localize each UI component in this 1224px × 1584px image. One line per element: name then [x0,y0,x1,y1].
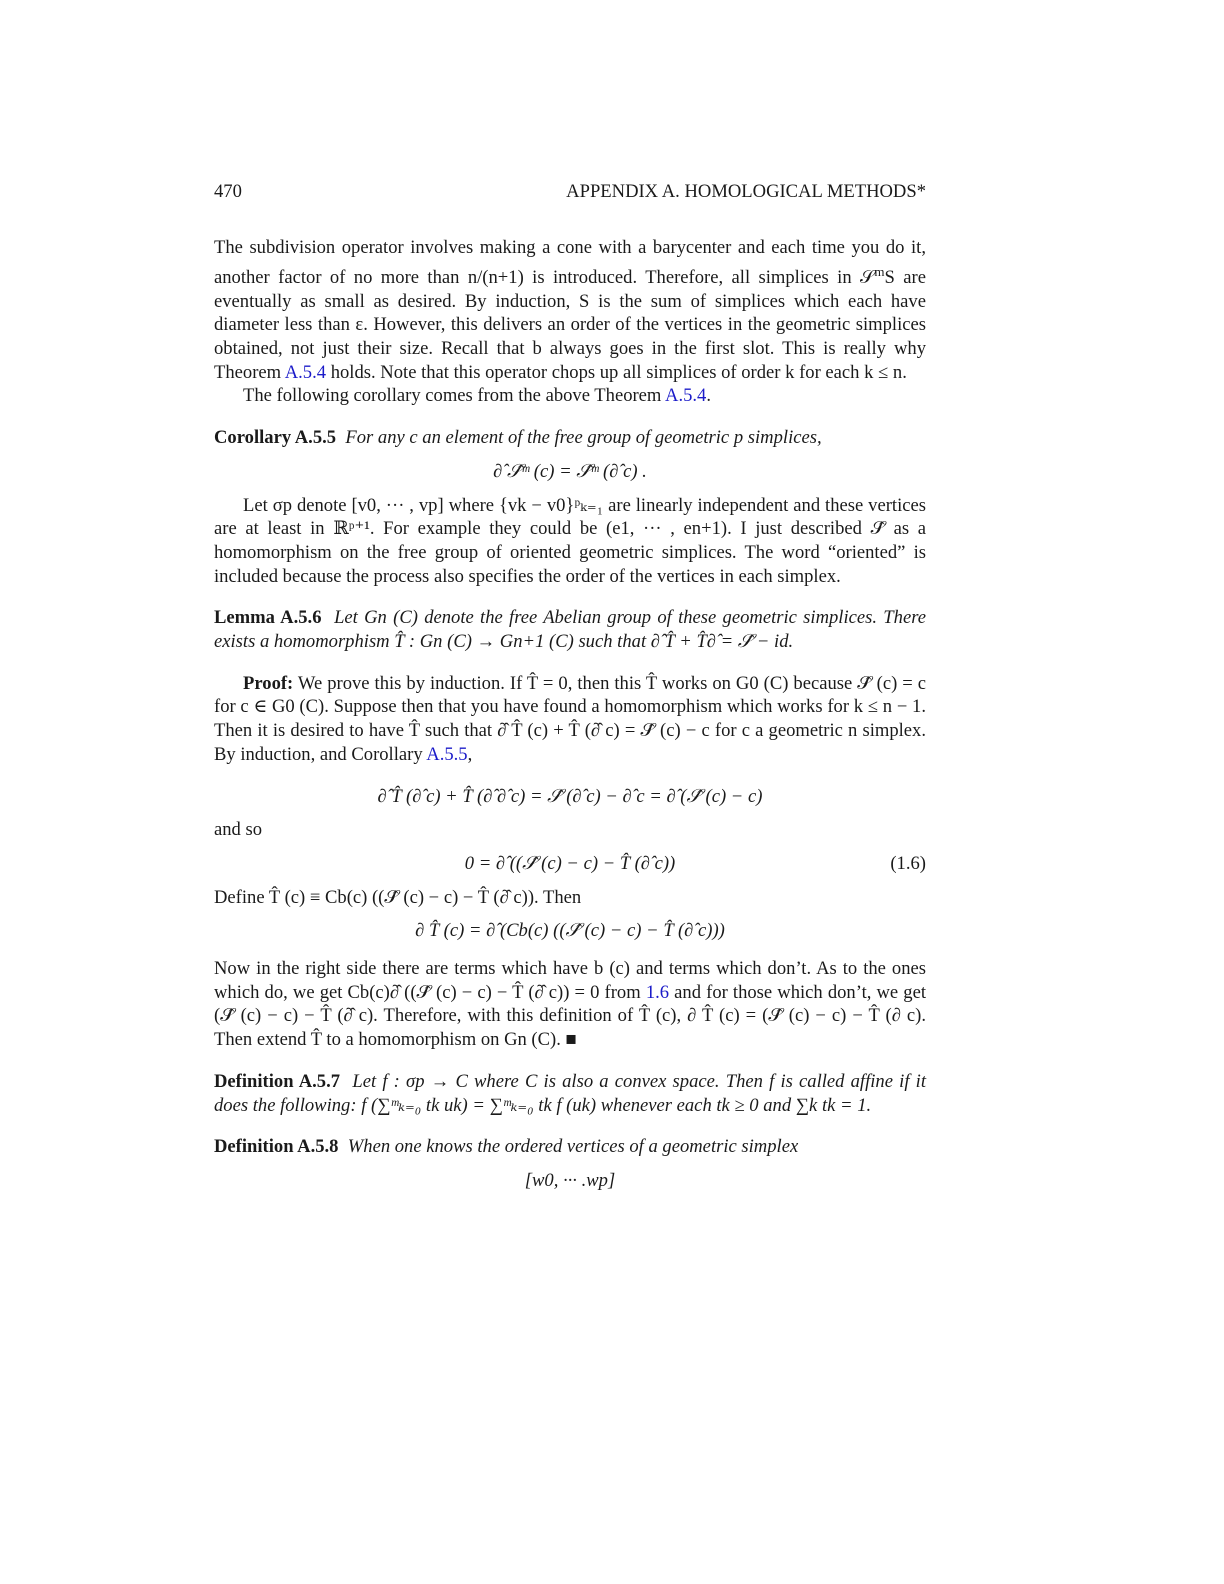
corollary-link[interactable]: A.5.5 [426,743,468,765]
theorem-link[interactable]: A.5.4 [284,361,327,383]
define-paragraph: Define T̂ (c) ≡ Cb(c) ((𝒮̂ (c) − c) − T̂ (∂̂ c)). Then [214,886,582,908]
equation-c: ∂ T̂ (c) = ∂̂ (Cb(c) ((𝒮̂ (c) − c) − T̂ (∂̂ c))) [415,920,725,942]
paragraph-sigma: Let σp denote [v0, ··· , vp] where {vk − v0}ᵖₖ₌₁ are linearly independent and these vertices are at least in ℝᵖ⁺¹. For example they could be (e1, ··· , en+1). I just described 𝒮̂ as a homomorphism on the free group of oriented geometric simplices. The word “oriented” is included because the process also specifies the order of the vertices in each simplex. [214,494,926,587]
equation-number: (1.6) [890,852,926,874]
proof: Proof: We prove this by induction. If T̂ = 0, then this T̂ works on G0 (C) because 𝒮̂ (c) = c for c ∈ G0 (C). Suppose then that you have found a homomorphism which works for k ≤ n − 1. Then it is desired to have T̂ such that ∂̂ T̂ (c) + T̂ (∂̂ c) = 𝒮̂ (c) − c for c a geometric n simplex. By induction, and Corollary A.5.5, [214,672,926,765]
page-number: 470 [214,181,242,202]
running-header [214,180,926,210]
vertex-list-equation: [w0, ··· .wp] [524,1169,616,1191]
lemma: Lemma A.5.6 Let Gn (C) denote the free Abelian group of these geometric simplices. There exists a homomorphism T̂ : Gn (C) → Gn+1 (C) such that ∂̂ T̂ + T̂∂̂ = 𝒮̂ − id. [214,607,926,653]
definition-ordered: Definition A.5.8 When one knows the ordered vertices of a geometric simplex [214,1136,799,1158]
equation-1-6: 0 = ∂̂ ((𝒮̂ (c) − c) − T̂ (∂̂ c)) (1.6) [464,852,926,874]
corollary-label: Corollary A.5.5 [214,427,337,449]
paragraph-corollary-intro: The following corollary comes from the above Theorem A.5.4. [243,385,712,407]
definition-label-8: Definition A.5.8 [214,1136,339,1158]
equation-a: ∂̂ T̂ (∂̂ c) + T̂ (∂̂ ∂̂ c) = 𝒮̂ (∂̂ c) − ∂̂ c = ∂̂ (𝒮̂ (c) − c) [377,785,763,807]
running-title: APPENDIX A. HOMOLOGICAL METHODS* [566,181,926,202]
corollary-equation: ∂̂ 𝒮̂ᵐ (c) = 𝒮̂ᵐ (∂̂ c) . [493,460,647,482]
lemma-label: Lemma A.5.6 [214,607,322,629]
equation-link[interactable]: 1.6 [645,981,670,1003]
definition-affine: Definition A.5.7 Let f : σp → C where C is also a convex space. Then f is called affine if it does the following: f (∑ᵐₖ₌₀ tk uk) = ∑ᵐₖ₌₀ tk f (uk) whenever each tk ≥ 0 and ∑k tk = 1. [214,1070,926,1116]
page [214,180,926,1203]
corollary: Corollary A.5.5 For any c an element of the free group of geometric p simplices, [214,427,822,449]
and-so: and so [214,819,263,841]
paragraph-right-side: Now in the right side there are terms which have b (c) and terms which don’t. As to the ones which do, we get Cb(c)∂̂ ((𝒮̂ (c) − c) − T̂ (∂̂ c)) = 0 from 1.6 and for those which don’t, we get (𝒮̂ (c) − c) − T̂ (∂̂ c). Therefore, with this definition of T̂ (c), ∂ T̂ (c) = (𝒮̂ (c) − c) − T̂ (∂ c). Then extend T̂ to a homomorphism on Gn (C). ■ [214,958,926,1051]
proof-label: Proof: [243,672,294,694]
theorem-link-2[interactable]: A.5.4 [665,385,707,407]
definition-label-7: Definition A.5.7 [214,1070,341,1092]
paragraph-subdivision: The subdivision operator involves making a cone with a barycenter and each time you do it, another factor of no more than n/(n+1) is introduced. Therefore, all simplices in 𝒮$^m$S are eventually as small as desired. By induction, S is the sum of simplices which each have diameter less than ε. However, this delivers an order of the vertices in the geometric simplices obtained, not just their size. Recall that b always goes in the first slot. This is really why Theorem A.5.4 holds. Note that this operator chops up all simplices of order k for each k ≤ n. [214,237,926,383]
